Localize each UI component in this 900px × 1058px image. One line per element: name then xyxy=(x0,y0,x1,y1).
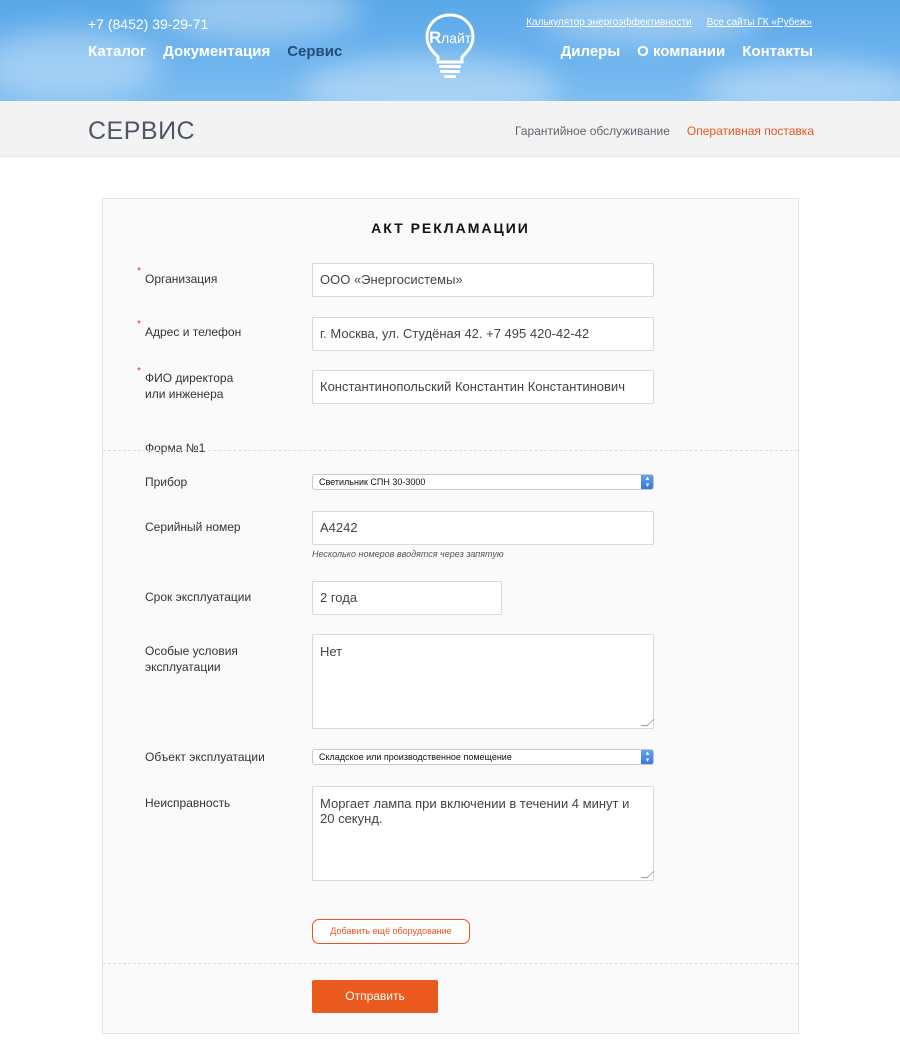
object-select-value: Складское или производственное помещение xyxy=(319,752,512,762)
nav-documentation[interactable]: Документация xyxy=(163,43,271,60)
fault-textarea[interactable] xyxy=(312,786,654,881)
divider xyxy=(103,450,798,451)
required-mark: * xyxy=(137,366,141,377)
cloud-decoration xyxy=(0,30,160,100)
serial-input[interactable]: A4242 xyxy=(312,511,654,545)
equipment-form-title: Форма №1 xyxy=(145,441,206,455)
nav-about[interactable]: О компании xyxy=(637,43,726,60)
cloud-decoration xyxy=(700,60,900,101)
device-label: Прибор xyxy=(145,475,188,489)
link-energy-calculator[interactable]: Калькулятор энергоэффективности xyxy=(526,17,692,28)
form-title: АКТ РЕКЛАМАЦИИ xyxy=(371,220,530,236)
logo-text: лайт xyxy=(441,30,472,46)
main-nav-left xyxy=(88,43,342,60)
director-label-line1: ФИО директора xyxy=(145,371,234,385)
link-all-sites[interactable]: Все сайты ГК «Рубеж» xyxy=(706,17,812,28)
phone-number[interactable]: +7 (8452) 39-29-71 xyxy=(88,16,209,32)
director-label-line2: или инженера xyxy=(145,387,224,401)
fault-label: Неисправность xyxy=(145,796,231,810)
resize-handle-icon[interactable] xyxy=(641,719,655,726)
select-arrows-icon: ▴ ▾ xyxy=(641,474,654,490)
conditions-textarea[interactable] xyxy=(312,634,654,729)
conditions-label xyxy=(145,643,238,675)
fault-value: Моргает лампа при включении в течении 4 минут и 20 секунд. xyxy=(320,796,630,826)
tab-warranty-service[interactable]: Гарантийное обслуживание xyxy=(515,124,670,138)
device-select[interactable] xyxy=(312,474,654,490)
serial-label: Серийный номер xyxy=(145,520,241,534)
page-title: СЕРВИС xyxy=(88,117,196,145)
conditions-label-line2: эксплуатации xyxy=(145,660,221,674)
tab-express-delivery[interactable]: Оперативная поставка xyxy=(686,124,814,138)
lightbulb-icon xyxy=(424,12,476,80)
object-select[interactable] xyxy=(312,749,654,765)
divider xyxy=(103,963,798,964)
nav-catalog[interactable]: Каталог xyxy=(88,43,147,60)
main-nav-right xyxy=(561,43,813,60)
add-equipment-button[interactable]: Добавить ещё оборудование xyxy=(312,919,470,944)
term-input[interactable]: 2 года xyxy=(312,581,502,615)
site-header xyxy=(0,0,900,101)
serial-hint: Несколько номеров вводятся через запятую xyxy=(312,549,504,559)
object-label: Объект эксплуатации xyxy=(145,750,265,764)
select-arrows-icon: ▴ ▾ xyxy=(641,749,654,765)
top-links xyxy=(526,17,812,28)
conditions-label-line1: Особые условия xyxy=(145,644,238,658)
organization-label: Организация xyxy=(145,272,218,286)
organization-input[interactable]: ООО «Энергосистемы» xyxy=(312,263,654,297)
address-label: Адрес и телефон xyxy=(145,325,242,339)
conditions-value: Нет xyxy=(320,644,343,659)
logo[interactable] xyxy=(424,12,476,80)
term-label: Срок эксплуатации xyxy=(145,590,252,604)
address-input[interactable]: г. Москва, ул. Студёная 42. +7 495 420-42-42 xyxy=(312,317,654,351)
resize-handle-icon[interactable] xyxy=(641,871,655,878)
nav-contacts[interactable]: Контакты xyxy=(742,43,813,60)
device-select-value: Светильник СПН 30-3000 xyxy=(319,477,426,487)
required-mark: * xyxy=(137,266,141,277)
nav-dealers[interactable]: Дилеры xyxy=(560,43,621,60)
required-mark: * xyxy=(137,319,141,330)
nav-service[interactable]: Сервис xyxy=(287,43,343,60)
logo-letter: R xyxy=(429,28,442,47)
director-label xyxy=(145,370,233,402)
section-tabs xyxy=(515,124,814,138)
submit-button[interactable]: Отправить xyxy=(312,980,438,1013)
director-input[interactable]: Константинопольский Константин Константинович xyxy=(312,370,654,404)
